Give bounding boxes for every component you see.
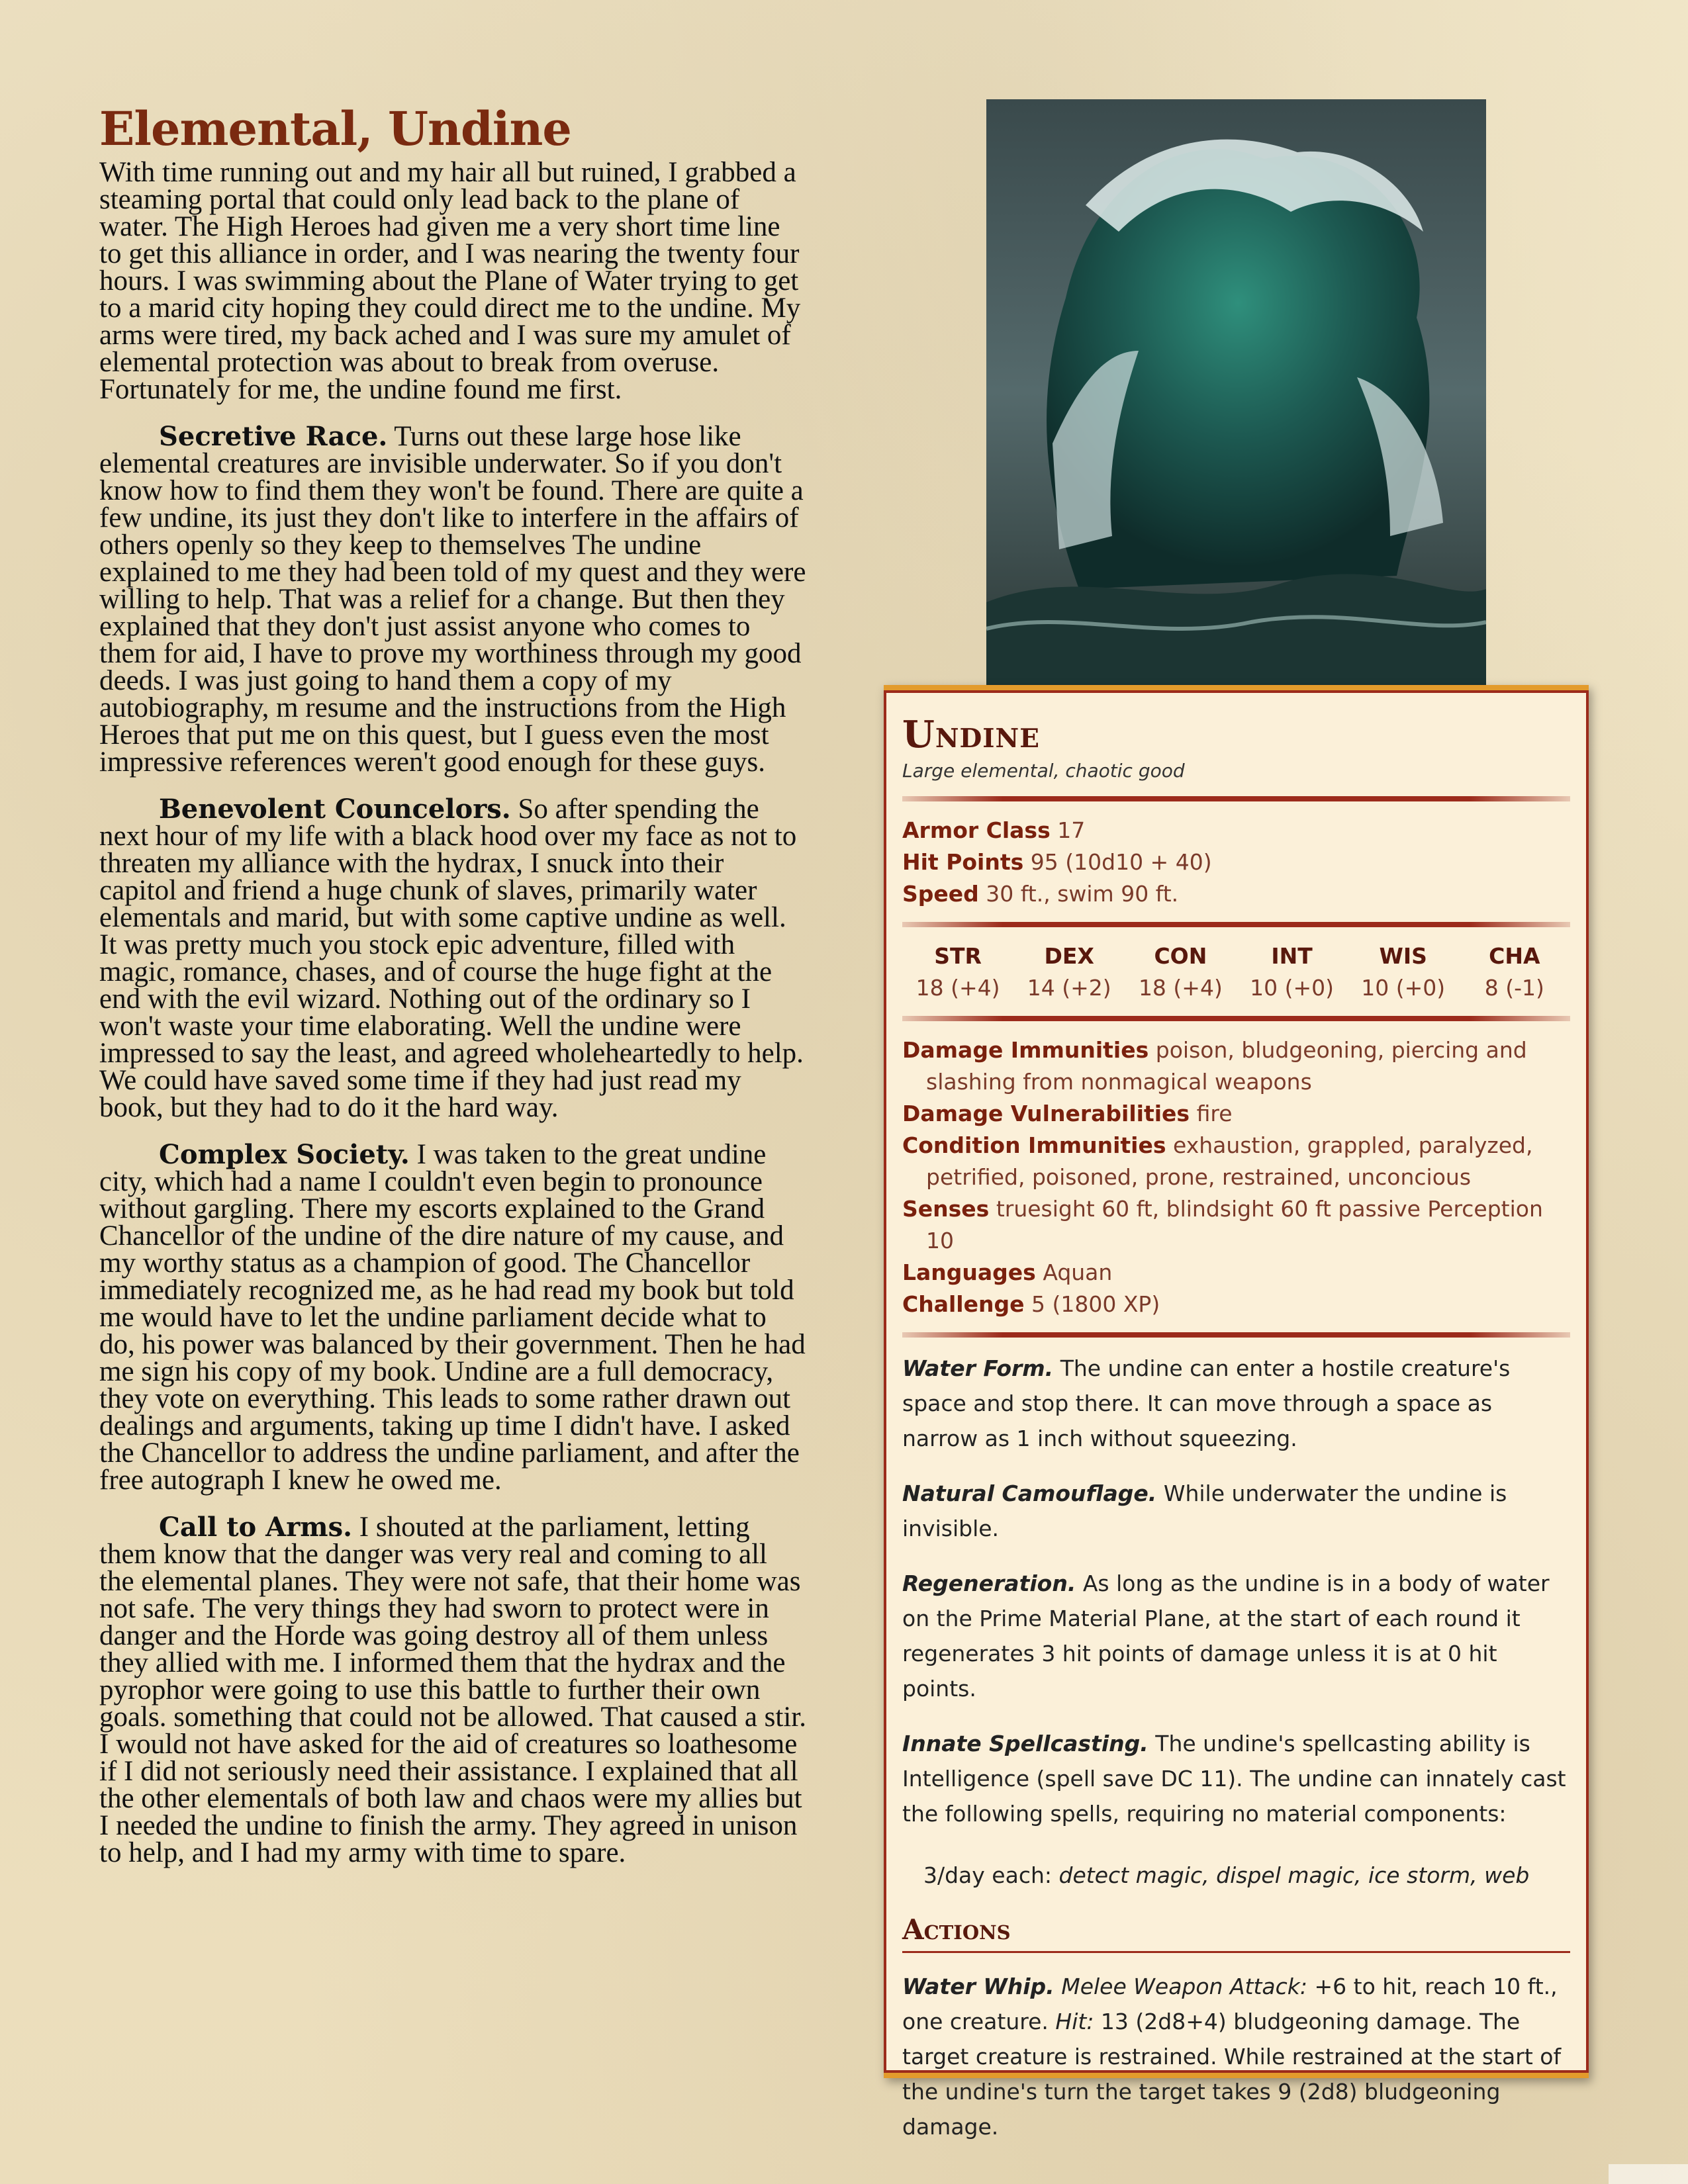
attr-label: Hit Points — [902, 849, 1024, 875]
ability-int — [1239, 940, 1345, 1004]
paragraph-benevolent-councelors — [99, 796, 808, 1121]
damage-immunities — [902, 1034, 1570, 1098]
article-column — [99, 99, 808, 1886]
attr-value: 30 ft., swim 90 ft. — [986, 881, 1179, 907]
paragraph-text: So after spending the next hour of my life with a black hood over my face as not to threaten my alliance with the hydrax, I snuck into their capitol and friend a huge chunk of slaves, primarily water elementals and marid, but with some captive undine as well. It was pretty much you stock epic adventure, filled with magic, romance, chases, and of course the huge fight at the end with the evil wizard. Nothing out of the ordinary so I won't waste your time elaborating. Well the undine were impressed to say the least, and agreed wholeheartedly to help. We could have saved some time if they had just read my book, but they had to do it the hard way. — [99, 794, 804, 1123]
trait-text: While underwater the undine is invisible. — [902, 1480, 1507, 1541]
paragraph-lead: Complex Society. — [159, 1139, 410, 1170]
attr-label: Armor Class — [902, 817, 1051, 843]
trait-name: Innate Spellcasting. — [902, 1731, 1149, 1756]
ability-key: WIS — [1379, 943, 1427, 969]
attr-label: Speed — [902, 881, 979, 907]
challenge — [902, 1289, 1570, 1320]
action-water-whip — [902, 1969, 1570, 2144]
attr-value: 95 (10d10 + 40) — [1030, 849, 1212, 875]
ability-dex — [1016, 940, 1122, 1004]
ability-wis — [1350, 940, 1456, 1004]
detail-value: fire — [1196, 1101, 1233, 1126]
paragraph-lead: Secretive Race. — [159, 421, 388, 452]
ability-str — [905, 940, 1011, 1004]
paragraph-text: With time running out and my hair all but ruined, I grabbed a steaming portal that could only lead back to the plane of water. The High Heroes had given me a very short time line to get this alliance in order, and I was nearing the twenty four hours. I was swimming about the Plane of Water trying to get to a marid city hoping they could direct me to the undine. My arms were tired, my back ached and I was sure my amulet of elemental protection was about to break from overuse. Fortunately for me, the undine found me first. — [99, 157, 801, 405]
trait-name: Water Form. — [902, 1355, 1054, 1381]
ability-key: DEX — [1044, 943, 1094, 969]
ability-key: CON — [1154, 943, 1207, 969]
detail-label: Senses — [902, 1196, 990, 1222]
speed — [902, 878, 1570, 910]
ability-value: 10 (+0) — [1250, 975, 1334, 1001]
divider — [902, 796, 1570, 801]
ability-con — [1127, 940, 1233, 1004]
detail-value: poison, bludgeoning, piercing and slashing from nonmagical weapons — [926, 1037, 1527, 1095]
hit-text: 13 (2d8+4) bludgeoning damage. The target creature is restrained. While restrained at the start of the undine's turn the target takes 9 (2d8) bludgeoning damage. — [902, 2009, 1562, 2140]
detail-value: truesight 60 ft, blindsight 60 ft passive Perception 10 — [926, 1196, 1543, 1253]
damage-vulnerabilities — [902, 1098, 1570, 1130]
detail-label: Languages — [902, 1259, 1036, 1285]
creature-name: Undine — [902, 713, 1040, 756]
stat-block — [884, 685, 1589, 2140]
ability-value: 18 (+4) — [915, 975, 1000, 1001]
paragraph-complex-society — [99, 1141, 808, 1494]
detail-label: Damage Immunities — [902, 1037, 1149, 1063]
hit-label: Hit: — [1055, 2009, 1094, 2034]
divider — [902, 1016, 1570, 1021]
water-elemental-illustration — [986, 99, 1486, 685]
ability-key: INT — [1271, 943, 1313, 969]
page-corner — [1609, 2164, 1688, 2184]
page-title: Elemental, Undine — [99, 101, 571, 156]
wave-image-icon — [986, 99, 1486, 685]
condition-immunities — [902, 1130, 1570, 1193]
paragraph-lead: Call to Arms. — [159, 1512, 353, 1543]
attack-type: Melee Weapon Attack: — [1061, 1974, 1308, 1999]
paragraph-text: Turns out these large hose like elemental creatures are invisible underwater. So if you don't know how to find them they won't be found. There are quite a few undine, its just they don't like to interfere in the affairs of others openly so they keep to themselves The undine explained to me they had been told of my quest and they were willing to help. That was a relief for a change. But then they explained that they don't just assist anyone who comes to them for aid, I have to prove my worthiness through my good deeds. I was just going to hand them a copy of my autobiography, m resume and the instructions from the High Heroes that put me on this quest, but I guess even the most impressive references weren't good enough for these guys. — [99, 421, 806, 778]
ability-value: 18 (+4) — [1138, 975, 1223, 1001]
armor-class — [902, 815, 1570, 846]
spell-list — [902, 1858, 1570, 1893]
divider — [902, 922, 1570, 927]
paragraph-intro — [99, 159, 808, 403]
trait-natural-camouflage — [902, 1476, 1570, 1546]
paragraph-lead: Benevolent Councelors. — [159, 794, 511, 825]
spell-prefix: 3/day each: — [923, 1862, 1059, 1888]
detail-label: Damage Vulnerabilities — [902, 1101, 1190, 1126]
trait-name: Regeneration. — [902, 1570, 1076, 1596]
trait-water-form — [902, 1351, 1570, 1456]
attack-text: +6 to hit, reach 10 ft., one creature. — [902, 1974, 1558, 2034]
ability-cha — [1462, 940, 1568, 1004]
paragraph-text: I was taken to the great undine city, which had a name I couldn't even begin to pronounce without gargling. There my escorts explained to the Grand Chancellor of the undine of the dire nature of my cause, and my worthy status as a champion of good. The Chancellor immediately recognized me, as he had read my book but told me would have to let the undine parliament decide what to do, his power was balanced by their government. Then he had me sign his copy of my book. Undine are a full democracy, they vote on everything. This leads to some rather drawn out dealings and arguments, taking up time I didn't have. I asked the Chancellor to address the undine parliament, and after the free autograph I knew he owed me. — [99, 1139, 806, 1496]
trait-text: The undine's spellcasting ability is Intelligence (spell save DC 11). The undine can innately cast the following spells, requiring no material components: — [902, 1731, 1566, 1827]
trait-innate-spellcasting — [902, 1726, 1570, 1831]
actions-heading: Actions — [902, 1911, 1570, 1953]
article-body — [99, 159, 808, 1866]
ability-value: 10 (+0) — [1361, 975, 1446, 1001]
trait-regeneration — [902, 1566, 1570, 1706]
detail-label: Condition Immunities — [902, 1132, 1166, 1158]
detail-value: exhaustion, grappled, paralyzed, petrified, poisoned, prone, restrained, unconcious — [926, 1132, 1533, 1190]
trait-name: Natural Camouflage. — [902, 1480, 1157, 1506]
ability-key: CHA — [1489, 943, 1540, 969]
languages — [902, 1257, 1570, 1289]
detail-value: 5 (1800 XP) — [1031, 1291, 1160, 1317]
detail-value: Aquan — [1043, 1259, 1113, 1285]
paragraph-secretive-race — [99, 423, 808, 776]
spell-names: detect magic, dispel magic, ice storm, web — [1058, 1862, 1530, 1888]
trait-text: As long as the undine is in a body of water on the Prime Material Plane, at the start of each round it regenerates 3 hit points of damage unless it is at 0 hit points. — [902, 1570, 1550, 1702]
paragraph-text: I shouted at the parliament, letting them know that the danger was very real and coming to all the elemental planes. They were not safe, that their home was not safe. The very things they had sworn to protect were in danger and the Horde was going destroy all of them unless they allied with me. I informed them that the hydrax and the pyrophor were going to use this battle to further their own goals. something that could not be allowed. That caused a stir. I would not have asked for the aid of creatures so loathesome if I did not seriously need their assistance. I explained that all the other elementals of both law and chaos were my allies but I needed the undine to finish the army. They agreed in unison to help, and I had my army with time to spare. — [99, 1512, 807, 1868]
attr-value: 17 — [1057, 817, 1086, 843]
ability-value: 8 (-1) — [1484, 975, 1544, 1001]
ability-key: STR — [934, 943, 982, 969]
detail-label: Challenge — [902, 1291, 1025, 1317]
senses — [902, 1193, 1570, 1257]
trait-text: The undine can enter a hostile creature's space and stop there. It can move through a space as narrow as 1 inch without squeezing. — [902, 1355, 1511, 1451]
action-name: Water Whip. — [902, 1974, 1055, 1999]
hit-points — [902, 846, 1570, 878]
paragraph-call-to-arms — [99, 1514, 808, 1866]
ability-scores — [902, 940, 1570, 1004]
creature-type: Large elemental, chaotic good — [902, 760, 1185, 782]
ability-value: 14 (+2) — [1027, 975, 1111, 1001]
divider — [902, 1332, 1570, 1338]
